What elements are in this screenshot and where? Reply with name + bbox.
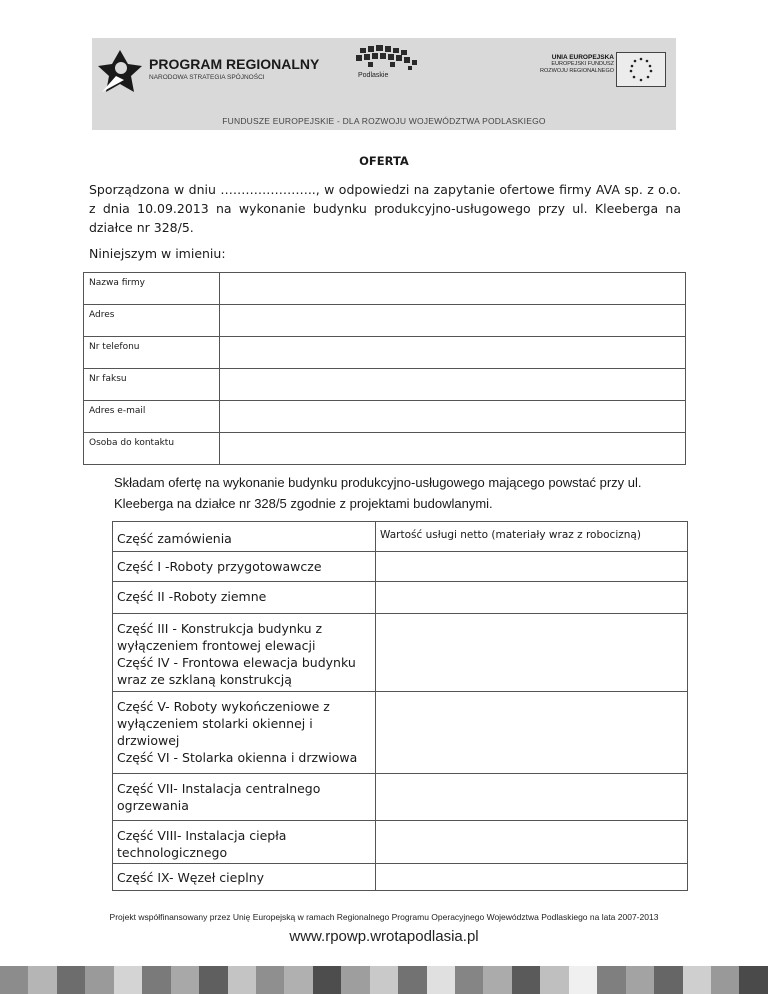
- eu-line-3: ROZWOJU REGIONALNEGO: [540, 68, 614, 74]
- cofinancing-note: Projekt współfinansowany przez Unię Europejską w ramach Regionalnego Programu Operacyjnego Województwa Podlaskiego na lata 2007-2013: [109, 912, 659, 922]
- contact-person-label: Osoba do kontaktu: [84, 433, 220, 465]
- region-label: Podlaskie: [358, 72, 389, 79]
- order-parts-table: [112, 521, 688, 891]
- table-row: [84, 369, 686, 401]
- address-field[interactable]: [220, 305, 686, 337]
- intro-paragraph: Sporządzona w dniu ………………….., w odpowiedzi na zapytanie ofertowe firmy AVA sp. z o.o. z dnia 10.09.2013 na wykonanie budynku produkcyjno-usługowego przy ul. Kleeberga na działce nr 328/5.: [89, 182, 681, 235]
- strip-segment: [711, 966, 739, 994]
- program-regionalny-logo-icon: [98, 46, 146, 98]
- strip-segment: [284, 966, 312, 994]
- table-row: [113, 864, 688, 891]
- parts-header-right: Wartość usługi netto (materiały wraz z robocizną): [376, 522, 688, 552]
- strip-segment: [540, 966, 568, 994]
- fax-label: Nr faksu: [84, 369, 220, 401]
- table-header-row: [113, 522, 688, 552]
- strip-segment: [228, 966, 256, 994]
- strip-segment: [28, 966, 56, 994]
- part-label-line: Część V- Roboty wykończeniowe z wyłączeniem stolarki okiennej i drzwiowej: [117, 699, 330, 748]
- parts-header-left: Część zamówienia: [113, 522, 376, 552]
- fax-field[interactable]: [220, 369, 686, 401]
- strip-segment: [739, 966, 767, 994]
- eu-text-block: [540, 54, 614, 75]
- company-name-label: Nazwa firmy: [84, 273, 220, 305]
- page-title: OFERTA: [359, 154, 409, 168]
- table-row: [113, 821, 688, 864]
- decorative-color-strip: [0, 966, 768, 994]
- strip-segment: [0, 966, 28, 994]
- strip-segment: [683, 966, 711, 994]
- header-banner: [92, 38, 676, 130]
- part-label: Część IX- Węzeł cieplny: [113, 864, 376, 891]
- table-row: [113, 614, 688, 692]
- strip-segment: [57, 966, 85, 994]
- part-label: Część II -Roboty ziemne: [113, 582, 376, 614]
- strip-segment: [199, 966, 227, 994]
- strip-segment: [256, 966, 284, 994]
- address-label: Adres: [84, 305, 220, 337]
- strip-segment: [171, 966, 199, 994]
- part-label: [113, 692, 376, 774]
- email-label: Adres e-mail: [84, 401, 220, 433]
- strip-segment: [370, 966, 398, 994]
- table-row: [113, 774, 688, 821]
- strip-segment: [512, 966, 540, 994]
- table-row: [84, 433, 686, 465]
- strip-segment: [654, 966, 682, 994]
- part-value-field[interactable]: [376, 614, 688, 692]
- strip-segment: [85, 966, 113, 994]
- strip-segment: [142, 966, 170, 994]
- table-row: [84, 401, 686, 433]
- strip-segment: [398, 966, 426, 994]
- eu-line-1: UNIA EUROPEJSKA: [551, 54, 614, 61]
- strip-segment: [626, 966, 654, 994]
- strip-segment: [597, 966, 625, 994]
- part-value-field[interactable]: [376, 821, 688, 864]
- part-value-field[interactable]: [376, 582, 688, 614]
- eu-line-2: EUROPEJSKI FUNDUSZ: [551, 61, 614, 67]
- strip-segment: [114, 966, 142, 994]
- phone-field[interactable]: [220, 337, 686, 369]
- table-row: [113, 552, 688, 582]
- part-value-field[interactable]: [376, 692, 688, 774]
- table-row: [84, 305, 686, 337]
- part-value-field[interactable]: [376, 774, 688, 821]
- contact-person-field[interactable]: [220, 433, 686, 465]
- table-row: [84, 337, 686, 369]
- part-label: Część VIII- Instalacja ciepła technologicznego: [113, 821, 376, 864]
- phone-label: Nr telefonu: [84, 337, 220, 369]
- part-value-field[interactable]: [376, 864, 688, 891]
- part-label: Część I -Roboty przygotowawcze: [113, 552, 376, 582]
- strip-segment: [483, 966, 511, 994]
- offer-paragraph: Składam ofertę na wykonanie budynku produkcyjno-usługowego mającego powstać przy ul. Kleeberga na działce nr 328/5 zgodnie z projektami budowlanymi.: [114, 475, 642, 511]
- strip-segment: [341, 966, 369, 994]
- company-name-field[interactable]: [220, 273, 686, 305]
- funds-banner: FUNDUSZE EUROPEJSKIE - DLA ROZWOJU WOJEWÓDZTWA PODLASKIEGO: [222, 116, 546, 126]
- email-field[interactable]: [220, 401, 686, 433]
- part-value-field[interactable]: [376, 552, 688, 582]
- table-row: [113, 582, 688, 614]
- strip-segment: [313, 966, 341, 994]
- website-link[interactable]: www.rpowp.wrotapodlasia.pl: [289, 928, 479, 945]
- eu-flag-icon: [616, 52, 666, 87]
- program-subtitle: NARODOWA STRATEGIA SPÓJNOŚCI: [149, 74, 265, 81]
- part-label-line: Część III - Konstrukcja budynku z wyłączeniem frontowej elewacji: [117, 621, 323, 653]
- part-label-line: Część VI - Stolarka okienna i drzwiowa: [117, 750, 358, 765]
- part-label: [113, 614, 376, 692]
- part-label-line: Część IV - Frontowa elewacja budynku wraz ze szklaną konstrukcją: [117, 655, 356, 687]
- strip-segment: [569, 966, 597, 994]
- table-row: [113, 692, 688, 774]
- program-title: PROGRAM REGIONALNY: [149, 56, 320, 72]
- strip-segment: [455, 966, 483, 994]
- company-details-table: [83, 272, 686, 465]
- strip-segment: [427, 966, 455, 994]
- table-row: [84, 273, 686, 305]
- part-label: Część VII- Instalacja centralnego ogrzewania: [113, 774, 376, 821]
- lead-text: Niniejszym w imieniu:: [89, 246, 226, 261]
- podlaskie-bison-logo-icon: [350, 42, 424, 88]
